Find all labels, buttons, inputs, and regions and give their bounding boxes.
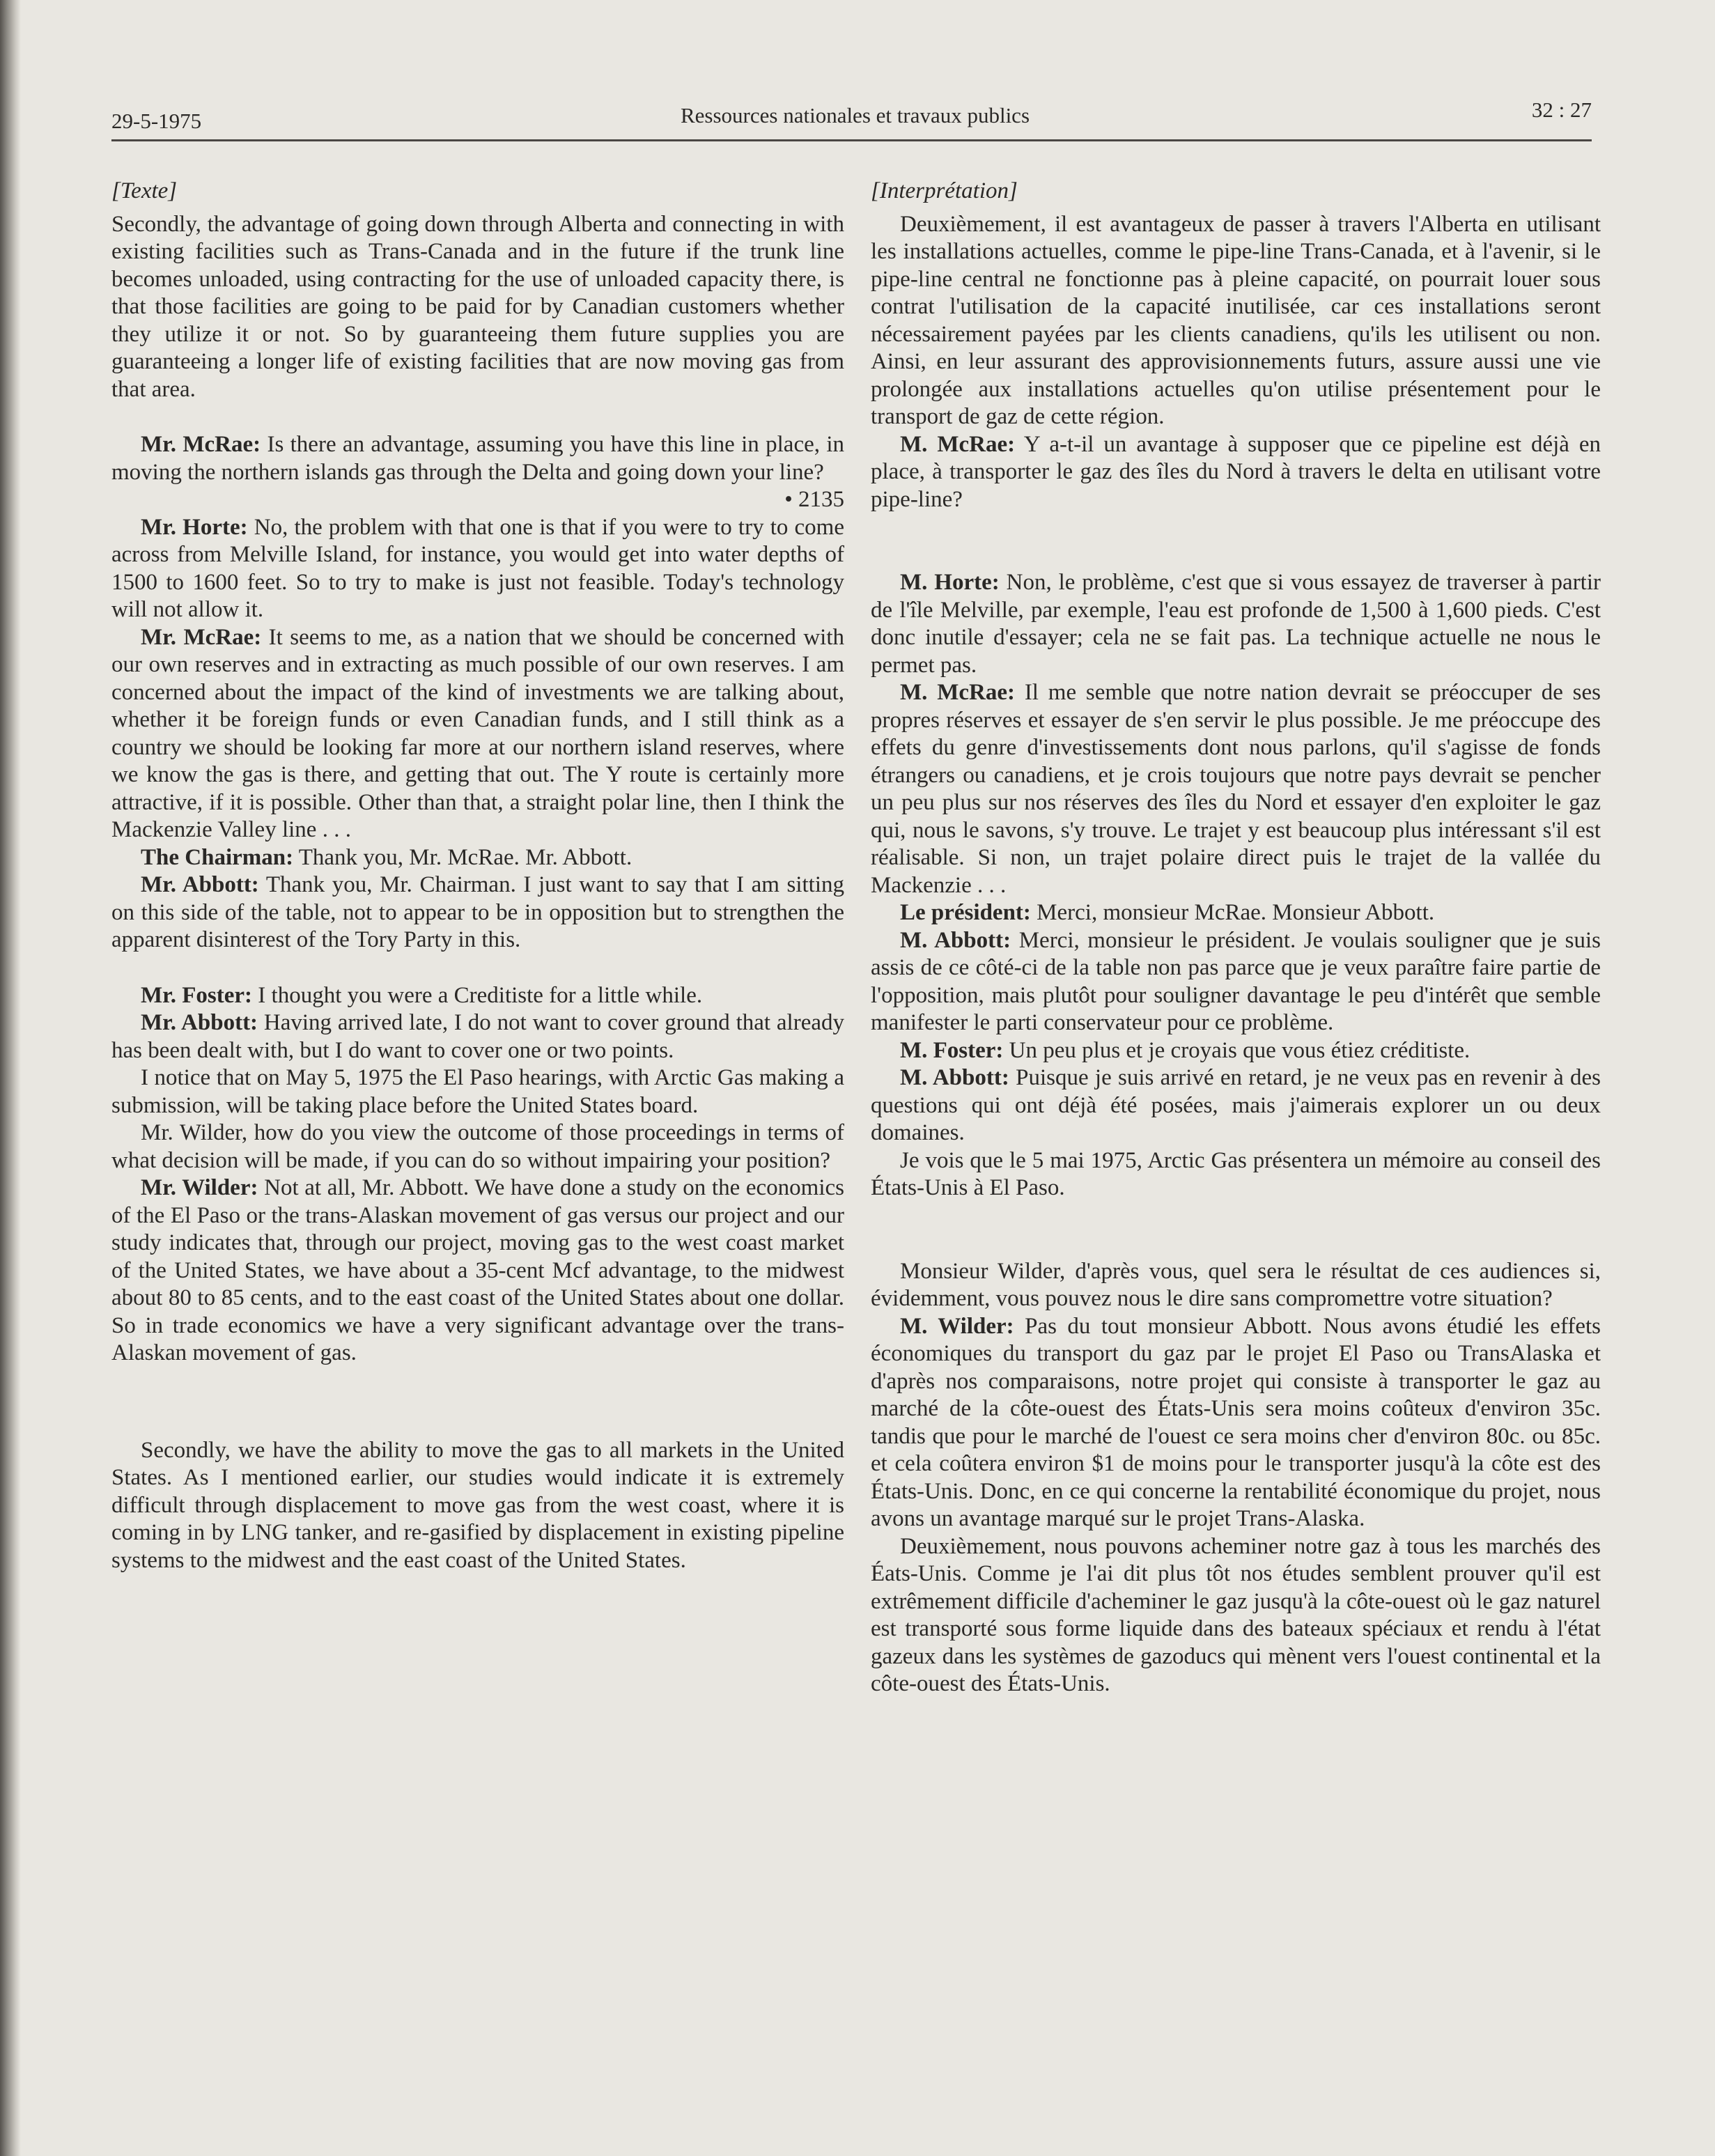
speaker-name: M. Wilder:: [900, 1313, 1014, 1339]
paragraph-text: Puisque je suis arrivé en retard, je ne veux pas en revenir à des questions qui ont déjà été posées, mais j'aimerais explorer un ou deux domaines.: [871, 1065, 1601, 1145]
time-stamp: • 2135: [784, 487, 844, 512]
paragraph: [871, 211, 1601, 431]
speaker-name: M. McRae:: [900, 431, 1016, 457]
speaker-name: Mr. McRae:: [141, 432, 261, 457]
paragraph-text: I notice that on May 5, 1975 the El Paso hearings, with Arctic Gas making a submission, will be taking place before the United States board.: [111, 1065, 844, 1118]
paragraph-text: Y a-t-il un avantage à supposer que ce pipeline est déjà en place, à transporter le gaz des îles du Nord à travers le delta en utilisant votre pipe-line?: [871, 431, 1601, 512]
paragraph-text: Mr. Wilder, how do you view the outcome of those proceedings in terms of what decision will be made, if you can do so without impairing your position?: [111, 1120, 844, 1173]
paragraph: [871, 1064, 1601, 1147]
paragraph: [871, 899, 1601, 927]
paragraph-text: I thought you were a Creditiste for a little while.: [258, 982, 703, 1008]
speaker-name: The Chairman:: [141, 844, 294, 870]
page-number: 32 : 27: [1531, 98, 1592, 122]
speaker-name: Le président:: [900, 900, 1031, 925]
speaker-name: Mr. Abbott:: [141, 872, 259, 897]
speaker-name: Mr. McRae:: [141, 624, 262, 650]
paragraph-text: Il me semble que notre nation devrait se préoccuper de ses propres réserves et essayer de s'en servir le plus possible. Je me préoccupe des effets du genre d'investissements dont nous parlons, qu'il s'agisse de fonds étrangers ou canadiens, et je crois toujours que notre pays devrait se pencher un peu plus sur nos réserves des îles du Nord et essayer d'en exploiter le gaz qui, nous le savons, s'y trouve. Le trajet y est beaucoup plus intéressant s'il est réalisable. Si non, un trajet polaire direct puis le trajet de la vallée du Mackenzie . . .: [871, 680, 1601, 898]
speaker-name: M. McRae:: [900, 680, 1015, 705]
paragraph: [871, 1037, 1601, 1065]
running-header: [111, 98, 1592, 141]
paragraph: [111, 1437, 844, 1575]
paragraph-text: Thank you, Mr. Chairman. I just want to say that I am sitting on this side of the table, not to appear to be in opposition but to strengthen the apparent disinterest of the Tory Party in this.: [111, 872, 845, 952]
paragraph: [111, 1174, 844, 1367]
paragraph: [871, 927, 1601, 1037]
paragraph: [871, 431, 1601, 514]
speaker-name: Mr. Wilder:: [141, 1175, 258, 1200]
speaker-name: M. Abbott:: [900, 927, 1011, 953]
speaker-name: Mr. Foster:: [141, 982, 253, 1008]
paragraph-text: Having arrived late, I do not want to cover ground that already has been dealt with, but I do want to cover one or two points.: [111, 1010, 845, 1063]
paragraph: [111, 871, 844, 954]
paragraph: [871, 569, 1601, 679]
paragraph-text: Merci, monsieur McRae. Monsieur Abbott.: [1037, 900, 1435, 925]
page-binding-shadow: [0, 0, 21, 2156]
speaker-name: M. Abbott:: [900, 1065, 1009, 1090]
paragraph: [871, 1258, 1601, 1313]
paragraph-text: Deuxièmement, il est avantageux de passer à travers l'Alberta en utilisant les installations actuelles, comme le pipe-line Trans-Canada, et à l'avenir, si le pipe-line central ne fonctionne pas à pleine capacité, on pourrait louer sous contrat l'utilisation de la capacité inutilisée, car ces installations seront nécessairement payées par les clients canadiens, qu'ils les utilisent ou non. Ainsi, en leur assurant des approvisionnements futurs, assure aussi une vie prolongée aux installations actuelles qu'on utilise présentement pour le transport de gaz de cette région.: [871, 211, 1601, 429]
french-column: [871, 178, 1601, 2017]
paragraph-text: No, the problem with that one is that if you were to try to come across from Melville Island, for instance, you would get into water depths of 1500 to 1600 feet. So to try to make is just not feasible. Today's technology will not allow it.: [111, 514, 844, 622]
paragraph: [871, 679, 1601, 899]
paragraph-text: Secondly, we have the ability to move the gas to all markets in the United States. As I mentioned earlier, our studies would indicate it is extremely difficult through displacement to move gas from the west coast, where it is coming in by LNG tanker, and re-gasified by displacement in existing pipeline systems to the midwest and the east coast of the United States.: [111, 1437, 844, 1573]
paragraph: [111, 1064, 844, 1119]
speaker-name: Mr. Horte:: [141, 514, 248, 540]
speaker-name: M. Foster:: [900, 1037, 1004, 1063]
paragraph-text: Secondly, the advantage of going down through Alberta and connecting in with existing facilities such as Trans-Canada and in the future if the trunk line becomes unloaded, using contracting for the use of unloaded capacity there, is that those facilities are going to be paid for by Canadian customers whether they utilize it or not. So by guaranteeing them future supplies you are guaranteeing a longer life of existing facilities that are now moving gas from that area.: [111, 211, 844, 402]
speaker-name: M. Horte:: [900, 570, 1000, 595]
paragraph: [111, 624, 844, 844]
paragraph: [111, 514, 844, 624]
section-label-texte: [Texte]: [111, 178, 178, 203]
paragraph: [871, 1147, 1601, 1202]
paragraph-text: Monsieur Wilder, d'après vous, quel sera le résultat de ces audiences si, évidemment, vous pouvez nous le dire sans compromettre votre situation?: [871, 1258, 1601, 1311]
paragraph: [111, 1009, 844, 1064]
section-label-interpretation: [Interprétation]: [871, 178, 1018, 203]
paragraph-text: Un peu plus et je croyais que vous étiez créditiste.: [1009, 1037, 1470, 1063]
paragraph-text: It seems to me, as a nation that we should be concerned with our own reserves and in extracting as much possible of our own reserves. I am concerned about the impact of the kind of investments we are talking about, whether it be foreign funds or even Canadian funds, and I still think as a country we should be looking far more at our northern island reserves, where we know the gas is there, and getting that out. The Y route is certainly more attractive, if it is possible. Other than that, a straight polar line, then I think the Mackenzie Valley line . . .: [111, 624, 844, 842]
paragraph-text: Je vois que le 5 mai 1975, Arctic Gas présentera un mémoire au conseil des États-Unis à El Paso.: [871, 1147, 1601, 1200]
paragraph-text: Merci, monsieur le président. Je voulais souligner que je suis assis de ce côté-ci de la table non pas parce que je veux paraître faire partie de l'opposition, mais plutôt pour souligner davantage le peu d'intérêt que semble manifester le parti conservateur pour ce problème.: [871, 927, 1601, 1035]
paragraph-text: Thank you, Mr. McRae. Mr. Abbott.: [298, 844, 633, 870]
paragraph: [111, 431, 844, 486]
paragraph: [111, 982, 844, 1010]
header-date: 29-5-1975: [111, 109, 202, 133]
paragraph: [111, 844, 844, 872]
paragraph-text: Pas du tout monsieur Abbott. Nous avons étudié les effets économiques du transport du gaz par le projet El Paso ou TransAlaska et d'après nos comparaisons, notre projet qui consiste à transporter le gaz au marché de la côte-ouest des États-Unis sera moins coûteux d'environ 35c. tandis que pour le marché de l'ouest ce sera moins cher d'environ 80c. ou 85c. et cela coûtera environ $1 de moins pour le transporter jusqu'à la côte est des États-Unis. Donc, en ce qui concerne la rentabilité économique du projet, nous avons un avantage marqué sur le projet Trans-Alaska.: [871, 1313, 1601, 1531]
speaker-name: Mr. Abbott:: [141, 1010, 258, 1035]
paragraph-text: Deuxièmement, nous pouvons acheminer notre gaz à tous les marchés des Éats-Unis. Comme je l'ai dit plus tôt nos études semblent prouver qu'il est extrêmement difficile d'acheminer le gaz jusqu'à la côte-ouest où le gaz naturel est transporté sous forme liquide dans des bateaux spéciaux et rendu à l'état gazeux dans les systèmes de gazoducs qui mènent vers l'ouest continental et la côte-ouest des États-Unis.: [871, 1533, 1601, 1696]
paragraph: [111, 1119, 844, 1174]
paragraph-text: Non, le problème, c'est que si vous essayez de traverser à partir de l'île Melville, par exemple, l'eau est profonde de 1,500 à 1,600 pieds. C'est donc inutile d'essayer; cela ne se fait pas. La technique actuelle ne nous le permet pas.: [871, 570, 1601, 678]
paragraph: [871, 1313, 1601, 1533]
paragraph-text: Not at all, Mr. Abbott. We have done a study on the economics of the El Paso or the trans-Alaskan movement of gas versus our project and our study indicates that, through our project, moving gas to the west coast market of the United States, we have about a 35-cent Mcf advantage, to the midwest about 80 to 85 cents, and to the east coast of the United States about one dollar. So in trade economics we have a very significant advantage over the trans-Alaskan movement of gas.: [111, 1175, 845, 1365]
paragraph: [871, 1533, 1601, 1698]
paragraph: [111, 211, 844, 404]
header-title: Ressources nationales et travaux publics: [680, 103, 1030, 127]
paragraph-text: Is there an advantage, assuming you have this line in place, in moving the northern islands gas through the Delta and going down your line?: [111, 432, 844, 485]
english-column: [111, 178, 844, 2017]
